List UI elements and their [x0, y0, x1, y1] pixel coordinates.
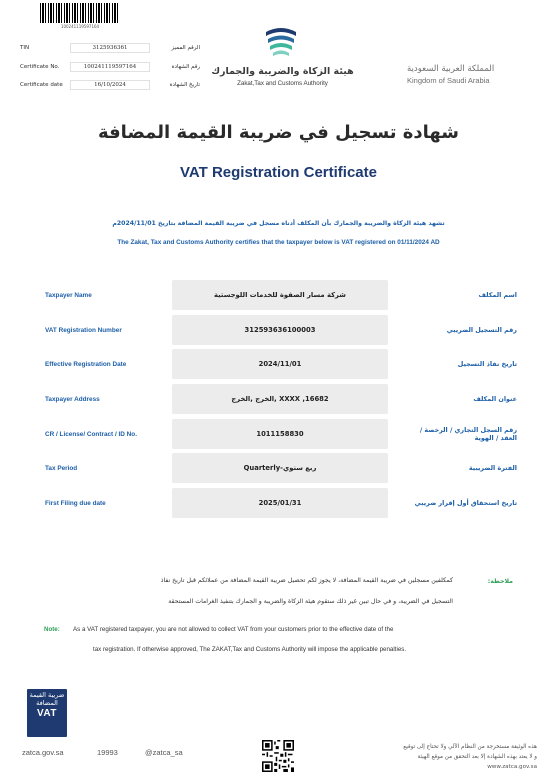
footer-social-handle[interactable]: @zatca_sa: [145, 748, 183, 757]
footer-disclaimer: [337, 742, 537, 772]
field-label-ar: تاريخ نفاذ التسجيل: [457, 360, 517, 368]
field-first-filing: [0, 488, 557, 518]
ksa-name-ar: المملكة العربية السعودية: [407, 64, 495, 74]
title-en: VAT Registration Certificate: [180, 164, 377, 181]
note-label-en: Note:: [44, 626, 60, 633]
field-label-en: Tax Period: [45, 464, 78, 472]
field-label-en: Taxpayer Name: [45, 291, 92, 299]
footer-note-line-3[interactable]: www.zatca.gov.sa: [487, 764, 537, 770]
field-value: 2024/11/01: [172, 349, 388, 379]
cert-no-row: [20, 62, 200, 73]
zatca-name-ar: هيئة الزكاة والضريبة والجمارك: [211, 66, 354, 77]
cert-date-label-ar: تاريخ الشهادة: [169, 82, 200, 88]
vat-logo-en: VAT: [36, 708, 57, 719]
vat-logo: [27, 689, 67, 737]
field-label-ar: رقم السجل التجاري / الرخصة / العقد / الهوية: [419, 426, 517, 442]
field-label-en: Taxpayer Address: [45, 395, 100, 403]
tin-label-ar: الرقم المميز: [171, 45, 200, 51]
field-value: شركة مسار الصفوة للخدمات اللوجستية: [172, 280, 388, 310]
field-value: ربع سنوي-Quarterly: [172, 453, 388, 483]
field-label-ar: عنوان المكلف: [473, 395, 517, 403]
field-value: 2025/01/31: [172, 488, 388, 518]
field-vat-number: [0, 315, 557, 345]
cert-no-label-ar: رقم الشهادة: [171, 64, 200, 70]
tin-value: 3125936361: [70, 43, 150, 53]
field-label-ar: رقم التسجيل الضريبي: [446, 326, 517, 334]
footer-phone: 19993: [97, 748, 118, 757]
cert-date-label-en: Certificate date: [20, 82, 63, 88]
barcode-number: 100241119597164: [60, 24, 100, 29]
zatca-mark-icon: [262, 22, 300, 64]
cert-no-value: 100241119597164: [70, 62, 150, 72]
title-ar: شهادة تسجيل في ضريبة القيمة المضافة: [97, 122, 460, 143]
field-value: 1011158830: [172, 419, 388, 449]
cert-no-label-en: Certificate No.: [20, 64, 60, 70]
cert-date-row: [20, 80, 200, 91]
field-effective-date: [0, 349, 557, 379]
field-taxpayer-name: [0, 280, 557, 310]
field-label-ar: تاريخ استحقاق أول إقرار ضريبي: [414, 499, 517, 507]
footer-note-line-2: و لا يعتد بهذه الشهادة إلا بعد التحقق من موقع الهيئة: [417, 754, 537, 760]
field-address: [0, 384, 557, 414]
footer-note-line-1: هذه الوثيقة مستخرجة من النظام الآلي ولا تحتاج إلى توقيع: [403, 744, 537, 750]
note-en-line-2: tax registration. If otherwise approved, The ZAKAT,Tax and Customs Authority will impose the applicable penalties.: [93, 646, 407, 653]
field-label-en: CR / License/ Contract / ID No.: [45, 430, 137, 438]
note-ar-line-2: التسجيل في الضريبة، و في حال تبين غير ذلك ستقوم هيئة الزكاة والضريبة و الجمارك بتنفيذ الغرامات المستحقة: [168, 598, 453, 605]
field-label-ar: الفترة الضريبية: [468, 464, 517, 472]
field-value: XXXX ,16682 ,الخرج ,الخرج: [172, 384, 388, 414]
field-tax-period: [0, 453, 557, 483]
field-cr-number: [0, 419, 557, 449]
intro-en: The Zakat, Tax and Customs Authority certifies that the taxpayer below is VAT registered on 01/11/2024 AD: [117, 239, 440, 246]
ksa-name-en: Kingdom of Saudi Arabia: [407, 76, 490, 85]
barcode: [40, 3, 120, 23]
vat-logo-ar: ضريبة القيمة المضافة: [29, 691, 65, 707]
tin-row: [20, 43, 200, 54]
field-label-ar: اسم المكلف: [478, 291, 517, 299]
field-label-en: First Filing due date: [45, 499, 106, 507]
zatca-name-en: Zakat,Tax and Customs Authority: [237, 80, 328, 87]
field-label-en: VAT Registration Number: [45, 326, 122, 334]
field-value: 312593636100003: [172, 315, 388, 345]
field-label-en: Effective Registration Date: [45, 360, 127, 368]
zatca-logo: [210, 22, 355, 94]
footer-website[interactable]: zatca.gov.sa: [22, 748, 64, 757]
cert-date-value: 16/10/2024: [70, 80, 150, 90]
note-ar-line-1: كمكلفين مسجلين في ضريبة القيمة المضافة، لا يجوز لكم تحصيل ضريبة القيمة المضافة من عملائكم قبل تاريخ نفاذ: [160, 577, 453, 584]
note-en-line-1: As a VAT registered taxpayer, you are not allowed to collect VAT from your customers prior to the effective date of the: [73, 626, 394, 633]
tin-label-en: TIN: [20, 45, 30, 51]
ksa-logo: [407, 64, 537, 85]
qr-code-icon: [262, 740, 294, 772]
note-label-ar: ملاحظة:: [487, 578, 513, 585]
intro-ar: تشهد هيئة الزكاة والضريبة والجمارك بأن المكلف أدناه مسجل في ضريبة القيمة المضافة بتاريخ 2024/11/01م: [112, 220, 445, 227]
